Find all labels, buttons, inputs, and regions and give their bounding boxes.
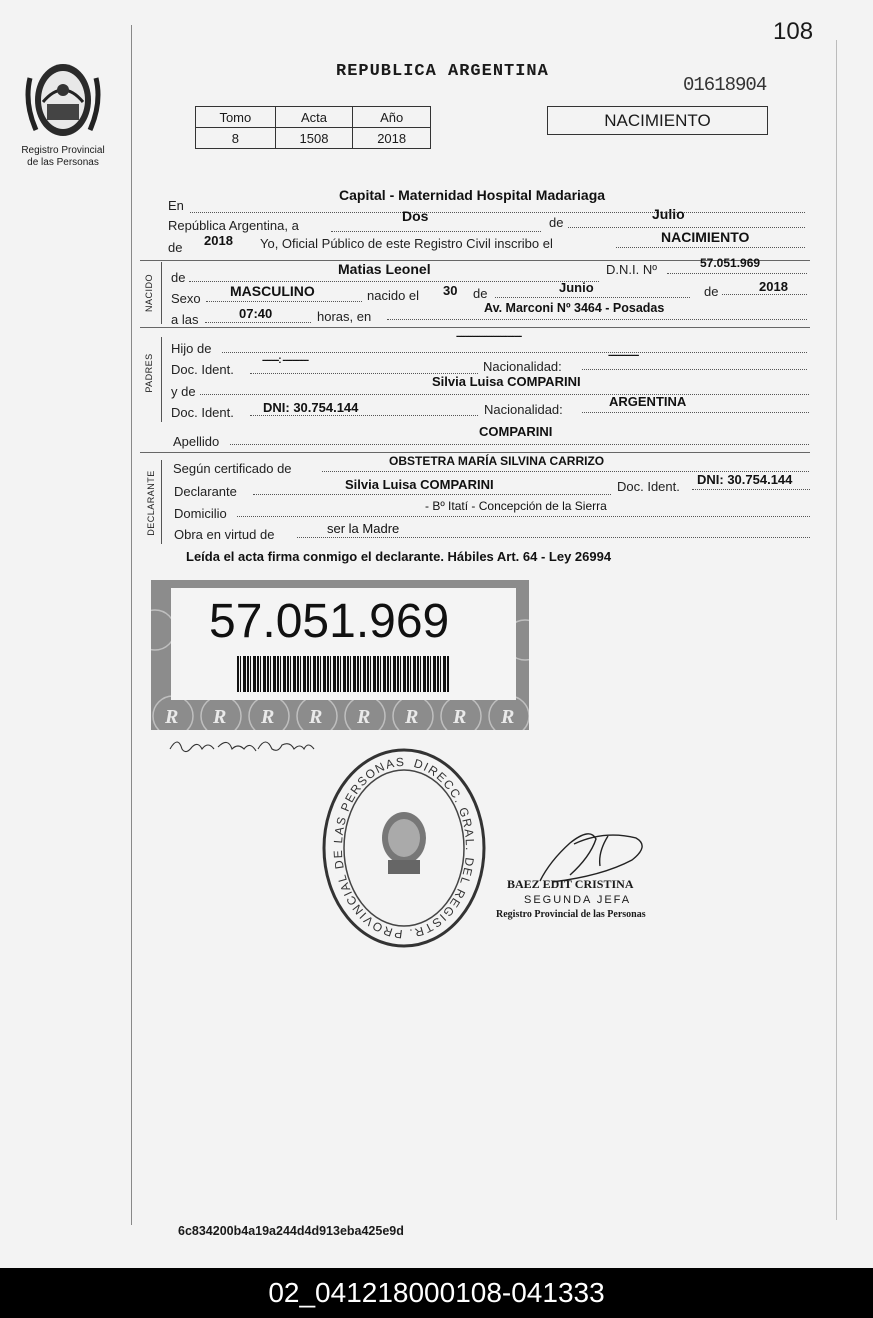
nac1-label: Nacionalidad: [483,359,562,374]
inscribo-value: NACIMIENTO [661,229,750,245]
obra-line [297,537,810,538]
declarante-side-label: DECLARANTE [146,470,156,536]
nac2-label: Nacionalidad: [484,402,563,417]
domicilio-value: - Bº Itatí - Concepción de la Sierra [425,499,607,513]
header-anio: Año [353,107,431,128]
place-value: Av. Marconi Nº 3464 - Posadas [484,301,665,315]
declarante-label: Declarante [174,484,237,499]
svg-text:R: R [357,706,371,728]
official-name: BAEZ EDIT CRISTINA [507,877,634,891]
de3-label: de [171,270,186,285]
declarante-divider [140,452,810,453]
doc2-label: Doc. Ident. [171,405,234,420]
mother-line [200,394,809,395]
de5-label: de [704,284,719,299]
month-value: Julio [652,206,685,222]
registry-logo [22,58,104,142]
day-value: Dos [402,208,429,224]
doc3-value: DNI: 30.754.144 [697,472,793,487]
name-value: Matias Leonel [338,261,431,277]
en-label: En [168,198,184,213]
nac1-line [582,369,807,370]
obra-value: ser la Madre [327,521,400,536]
doc3-label: Doc. Ident. [617,479,680,494]
republica-label: República Argentina, a [168,218,299,233]
svg-text:R: R [405,706,419,728]
nac2-line [582,412,809,413]
value-anio: 2018 [353,128,431,149]
apellido-label: Apellido [173,434,220,449]
declarante-bracket [161,460,162,544]
svg-text:R: R [309,706,323,728]
nacido-bracket [161,262,162,324]
doc1-value: -------: ----------- [262,355,309,366]
domicilio-line [237,516,810,517]
declarante-value: Silvia Luisa COMPARINI [345,477,494,492]
misiones-emblem-icon [22,58,104,142]
nac1-value: ------------- [608,350,639,361]
year-value: 2018 [204,233,233,248]
doc1-label: Doc. Ident. [171,362,234,377]
closing-text: Leída el acta firma conmigo el declarante. Hábiles Art. 64 - Ley 26994 [186,549,612,564]
footer-code: 02_041218000108-041333 [0,1268,873,1318]
svg-text:R: R [261,706,275,728]
en-line [190,212,805,213]
logo-caption-2: de las Personas [27,157,99,168]
nacido-label: nacido el [367,288,420,303]
official-role: SEGUNDA JEFA [524,894,632,906]
registry-table [195,106,431,149]
dni-sticker [151,580,529,730]
segun-label: Según certificado de [173,461,292,476]
time-value: 07:40 [239,306,273,321]
hijo-line [222,352,807,353]
value-tomo: 8 [196,128,276,149]
hijo-value: ---------------------------- [456,331,522,342]
domicilio-label: Domicilio [174,506,227,521]
header-tomo: Tomo [196,107,276,128]
mother-value: Silvia Luisa COMPARINI [432,374,581,389]
sexo-line [206,301,362,302]
sexo-label: Sexo [171,291,201,306]
padres-bracket [161,337,162,422]
padres-side-label: PADRES [144,353,154,393]
time-line [205,322,311,323]
dni-value: 57.051.969 [700,256,761,270]
segun-value: OBSTETRA MARÍA SILVINA CARRIZO [389,454,605,468]
alas-label: a las [171,312,199,327]
value-acta: 1508 [275,128,353,149]
padres-divider [140,327,810,328]
document-title: REPUBLICA ARGENTINA [336,62,549,81]
birth-month-value: Junio [559,280,594,295]
sticker-number: 57.051.969 [209,595,450,648]
de2-label: de [168,240,183,255]
svg-text:R: R [453,706,467,728]
official-office: Registro Provincial de las Personas [496,909,646,920]
yde-label: y de [171,384,196,399]
doc2-line [250,415,478,416]
logo-caption-1: Registro Provincial [21,145,105,156]
inscribo-line [616,247,805,248]
serial-number: 01618904 [683,74,767,96]
page-number: 108 [773,18,814,45]
act-type-box: NACIMIENTO [547,106,768,135]
place-line [387,319,807,320]
header-acta: Acta [275,107,353,128]
birth-year-line [722,294,807,295]
stamp-ring-text: DIRECC. GRAL. DEL REGISTR. PROVINCIAL DE LAS PERSONAS [330,754,478,942]
svg-text:R: R [501,706,515,728]
svg-text:R: R [213,706,227,728]
pattern-letter: R [165,706,179,728]
oficial-text: Yo, Oficial Público de este Registro Civil inscribo el [260,236,553,251]
sexo-value: MASCULINO [230,283,315,299]
nac2-value: ARGENTINA [609,394,687,409]
doc2-value: DNI: 30.754.144 [263,400,359,415]
birth-month-line [495,297,690,298]
name-line [189,281,599,282]
barcode [237,656,449,692]
horas-label: horas, en [317,309,372,324]
birth-year-value: 2018 [759,279,788,294]
declarante-line [253,494,611,495]
en-value: Capital - Maternidad Hospital Madariaga [339,187,606,203]
official-stamp-icon [318,742,490,952]
de-label: de [549,215,564,230]
apellido-line [230,444,809,445]
nacido-side-label: NACIDO [144,274,154,313]
right-margin-line [836,40,837,1220]
birth-day-value: 30 [443,283,458,298]
dni-line [667,273,807,274]
hijo-label: Hijo de [171,341,212,356]
dni-label: D.N.I. Nº [606,262,657,277]
left-margin-line [131,25,132,1225]
obra-label: Obra en virtud de [174,527,275,542]
doc3-line [692,489,810,490]
document-hash: 6c834200b4a19a244d4d913eba425e9d [178,1224,404,1238]
day-line [331,231,541,232]
apellido-value: COMPARINI [479,424,553,439]
month-line [568,227,805,228]
de4-label: de [473,286,488,301]
